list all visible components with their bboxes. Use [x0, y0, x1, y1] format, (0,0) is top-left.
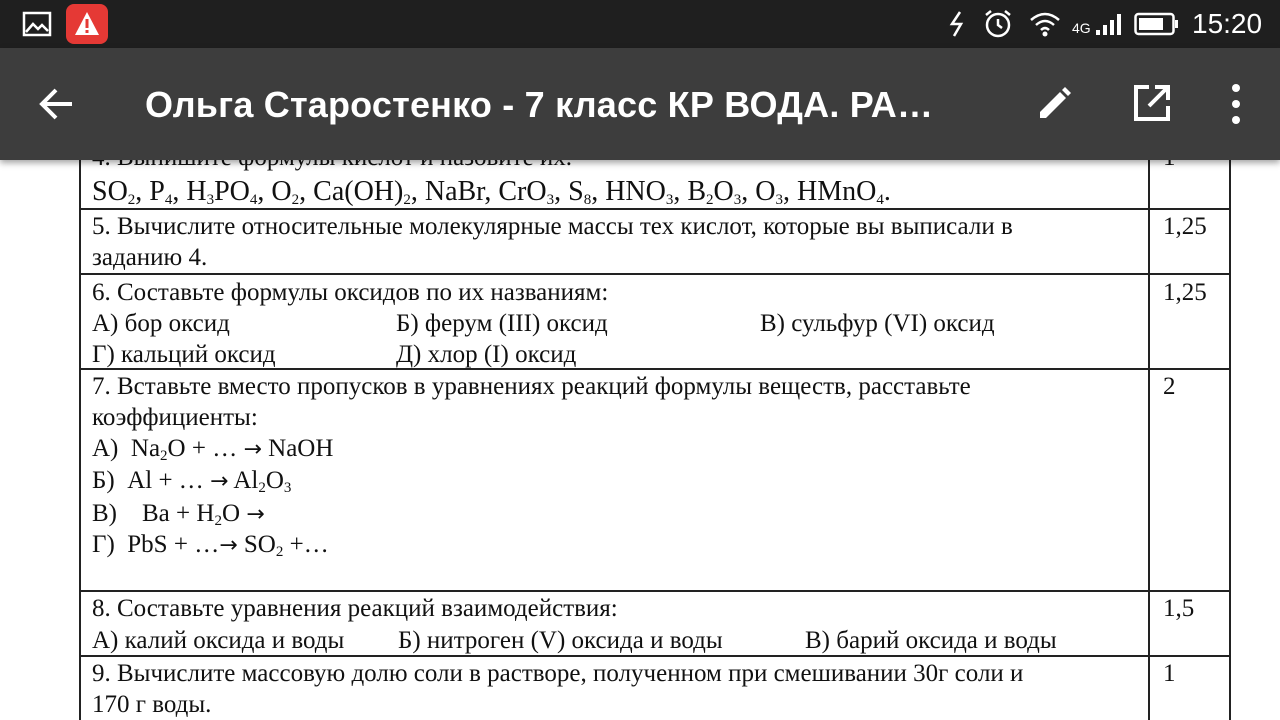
table-border-right	[1229, 160, 1231, 720]
q6-option-g: Г) кальций оксид	[92, 341, 276, 368]
signal-icon	[1094, 12, 1128, 36]
q8-option-b: Б) нитроген (V) оксида и воды	[398, 627, 723, 654]
gallery-icon	[22, 11, 52, 37]
alarm-icon	[982, 8, 1014, 40]
q8-points: 1,5	[1163, 595, 1195, 622]
q9-points: 1	[1163, 660, 1176, 687]
flash-icon	[946, 10, 968, 38]
q7-equation-g: Г) PbS + …→ $SO_2$ +…	[92, 531, 329, 560]
q6-option-a: А) бор оксид	[92, 310, 230, 337]
pencil-icon[interactable]	[1034, 82, 1076, 124]
q7-line-2: коэффициенты:	[92, 404, 258, 431]
q8-option-a: А) калий оксида и воды	[92, 627, 345, 654]
row-separator	[80, 208, 1231, 210]
table-border-divider	[1148, 160, 1150, 720]
q7-points: 2	[1163, 373, 1176, 400]
q6-option-d: Д) хлор (I) оксид	[396, 341, 577, 368]
q5-points: 1,25	[1163, 213, 1207, 240]
q7-equation-a: А) $Na_2O$ + … → NaOH	[92, 435, 334, 464]
row-separator	[80, 590, 1231, 592]
app-bar	[0, 48, 1280, 160]
table-border-left	[79, 160, 81, 720]
q4-formulas: $SO_2$, $P_4$, $H_3PO_4$, $O_2$, $Ca(OH)_2$, NaBr, CrO$_3$, $S_8$, $HNO_3$, $B_2O_3$, $O_3$, HMnO$_4$.	[92, 176, 891, 208]
document-title: Ольга Старостенко - 7 класс КР ВОДА. РА…	[145, 84, 934, 125]
clock: 15:20	[1192, 8, 1263, 39]
q7-equation-b: Б) Al + … → $Al_2O_3$	[92, 467, 292, 496]
battery-icon	[1134, 11, 1180, 37]
network-type-label: 4G	[1072, 20, 1091, 36]
q7-equation-v: В) $Ba + H_2O$ →	[92, 500, 265, 529]
row-separator	[80, 273, 1231, 275]
q8-option-v: В) барий оксида и воды	[805, 627, 1057, 654]
q5-line-2: заданию 4.	[92, 244, 208, 271]
more-vert-icon[interactable]	[1226, 82, 1246, 126]
q6-points: 1,25	[1163, 279, 1207, 306]
q7-line-1: 7. Вставьте вместо пропусков в уравнениях реакций формулы веществ, расставьте	[92, 373, 971, 400]
q9-line-1: 9. Вычислите массовую долю соли в растворе, полученном при смешивании 30г соли и	[92, 660, 1024, 687]
q6-option-v: В) сульфур (VI) оксид	[760, 310, 995, 337]
q5-line-1: 5. Вычислите относительные молекулярные массы тех кислот, которые вы выписали в	[92, 213, 1013, 240]
document-page[interactable]	[0, 160, 1280, 720]
wifi-icon	[1028, 10, 1062, 38]
status-bar	[0, 0, 1280, 48]
q6-option-b: Б) ферум (III) оксид	[396, 310, 608, 337]
q6-title: 6. Составьте формулы оксидов по их названиям:	[92, 279, 609, 306]
q9-line-2: 170 г воды.	[92, 691, 212, 718]
q8-title: 8. Составьте уравнения реакций взаимодействия:	[92, 595, 618, 622]
back-arrow-icon[interactable]	[36, 86, 76, 122]
alert-icon	[66, 4, 108, 44]
open-external-icon[interactable]	[1131, 82, 1173, 124]
